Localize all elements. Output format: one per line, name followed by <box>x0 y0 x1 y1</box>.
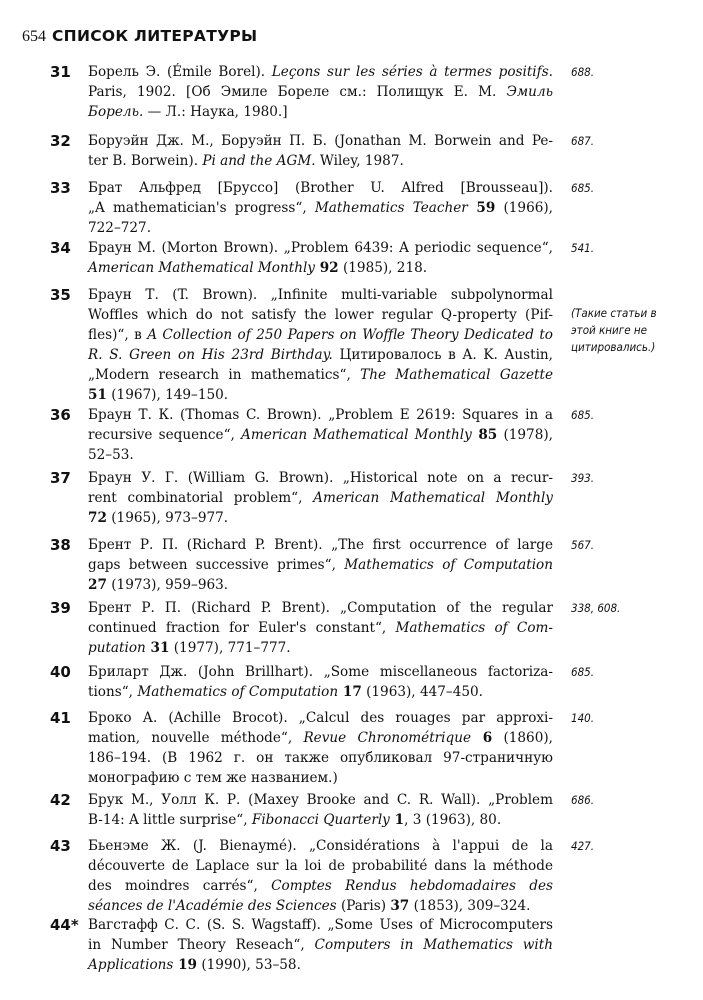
reference-segment: 52–53. <box>88 447 134 463</box>
reference-line <box>88 535 553 555</box>
page-number: 654 <box>22 28 46 45</box>
reference-segment: 27 <box>88 577 107 593</box>
reference-line <box>88 662 553 682</box>
reference-segment: Pi and the AGM. <box>202 153 316 169</box>
reference-segment: Боруэйн Дж. М., Боруэйн П. Б. (Jonathan M. Borwein and Pe- <box>88 133 553 149</box>
reference-text <box>88 285 553 405</box>
reference-segment: Брат Альфред [Бруссо] (Brother U. Alfred [Brousseau]). <box>88 180 553 196</box>
reference-segment: (1967), 149–150. <box>106 387 229 403</box>
reference-segment: Mathematics of Computation <box>344 557 554 573</box>
reference-text <box>88 836 553 916</box>
reference-line <box>88 748 553 768</box>
reference-line <box>88 790 553 810</box>
reference-segment: Бьенэме Ж. (J. Bienaymé). „Considérations à l'appui de la <box>88 838 553 854</box>
reference-segment: mation, nouvelle méthode“, <box>88 730 304 746</box>
reference-line <box>88 131 553 151</box>
reference-line <box>88 82 553 102</box>
reference-line <box>88 682 553 702</box>
reference-line <box>88 285 553 305</box>
reference-segment: „A mathematician's progress“, <box>88 200 315 216</box>
reference-segment: ter B. Borwein). <box>88 153 203 169</box>
reference-segment: Брент Р. П. (Richard P. Brent). „Computation of the regular <box>88 600 553 616</box>
reference-segment: continued fraction for Euler's constant“, <box>88 620 396 636</box>
reference-segment: (Paris) <box>336 898 391 914</box>
reference-segment: The Mathematical Gazette <box>360 367 553 383</box>
cited-pages: 567. <box>571 538 595 552</box>
reference-segment: Браун Т. (T. Brown). „Infinite multi-variable subpolynormal <box>88 287 553 303</box>
reference-segment: Брент Р. П. (Richard P. Brent). „The first occurrence of large <box>88 537 553 553</box>
reference-line <box>88 365 553 385</box>
reference-segment: Comptes Rendus hebdomadaires des <box>271 878 553 894</box>
reference-line <box>88 385 553 405</box>
reference-line <box>88 151 553 171</box>
reference-number: 38 <box>50 536 71 554</box>
reference-number: 32 <box>50 132 71 150</box>
reference-segment: Броко А. (Achille Brocot). „Calcul des rouages par approxi- <box>88 710 553 726</box>
reference-segment: 19 <box>173 957 198 973</box>
reference-segment: Paris, 1902. [Об Эмиле Бореле см.: Полищук Е. М. <box>88 84 507 100</box>
reference-segment: 31 <box>145 640 170 656</box>
reference-line <box>88 555 553 575</box>
reference-number: 43 <box>50 837 71 855</box>
reference-text <box>88 468 553 528</box>
reference-line <box>88 618 553 638</box>
page-header <box>22 26 257 46</box>
reference-segment: Браун М. (Morton Brown). „Problem 6439: A periodic sequence“, <box>88 240 553 256</box>
reference-segment: Wiley, 1987. <box>315 153 404 169</box>
reference-number: 37 <box>50 469 71 487</box>
reference-segment: séances de l'Académie des Sciences <box>88 898 337 914</box>
reference-segment: , 3 (1963), 80. <box>404 812 502 828</box>
reference-segment: B-14: A little surprise“, <box>88 812 252 828</box>
reference-segment: 37 <box>390 898 410 914</box>
reference-line <box>88 708 553 728</box>
reference-line <box>88 810 553 830</box>
cited-pages: 140. <box>571 711 595 725</box>
reference-segment: (1990), 53–58. <box>197 957 301 973</box>
reference-segment: tions“, <box>88 684 138 700</box>
reference-line <box>88 768 553 788</box>
reference-number: 35 <box>50 286 71 304</box>
reference-segment: (1963), 447–450. <box>361 684 483 700</box>
reference-segment: recursive sequence“, <box>88 427 242 443</box>
reference-segment: Revue Chronométrique <box>303 730 472 746</box>
reference-number: 39 <box>50 599 71 617</box>
reference-text <box>88 131 553 171</box>
cited-pages: 427. <box>571 839 595 853</box>
reference-line <box>88 575 553 595</box>
reference-line <box>88 325 553 345</box>
reference-segment: — Л.: Наука, 1980.] <box>143 104 288 120</box>
reference-line <box>88 488 553 508</box>
reference-number: 42 <box>50 791 71 809</box>
reference-segment: Mathematics of Com- <box>395 620 553 636</box>
reference-number: 34 <box>50 239 71 257</box>
reference-text <box>88 535 553 595</box>
page-title: СПИСОК ЛИТЕРАТУРЫ <box>52 27 258 45</box>
reference-segment: Mathematics Teacher <box>314 200 468 216</box>
reference-line <box>88 198 553 218</box>
reference-segment: (1965), 973–977. <box>106 510 229 526</box>
reference-segment: Брук М., Уолл К. Р. (Maxey Brooke and C. R. Wall). „Problem <box>88 792 553 808</box>
reference-line <box>88 638 553 658</box>
reference-segment: (1985), 218. <box>338 260 428 276</box>
reference-text <box>88 790 553 830</box>
reference-segment: Эмиль <box>506 84 553 100</box>
reference-line <box>88 896 553 916</box>
reference-segment: Борель. <box>88 104 144 120</box>
reference-segment: Браун У. Г. (William G. Brown). „Historical note on a recur- <box>88 470 553 486</box>
reference-segment: American Mathematical Monthly <box>313 490 553 506</box>
reference-segment: Цитировалось в A. K. Austin, <box>332 347 553 363</box>
reference-segment: American Mathematical Monthly <box>88 260 315 276</box>
reference-segment: Браун Т. К. (Thomas C. Brown). „Problem E 2619: Squares in a <box>88 407 553 423</box>
reference-segment: 85 <box>471 427 498 443</box>
reference-number: 33 <box>50 179 71 197</box>
cited-pages: 541. <box>571 241 595 255</box>
reference-text <box>88 708 553 788</box>
reference-line <box>88 445 553 465</box>
reference-segment: American Mathematical Monthly <box>241 427 472 443</box>
reference-segment: découverte de Laplace sur la loi de probabilité dans la méthode <box>88 858 553 874</box>
cited-pages: 687. <box>571 134 595 148</box>
reference-number: 40 <box>50 663 71 681</box>
reference-segment: Бриларт Дж. (John Brillhart). „Some miscellaneous factoriza- <box>88 664 553 680</box>
reference-segment: Applications <box>88 957 174 973</box>
reference-line <box>88 345 553 365</box>
reference-line <box>88 178 553 198</box>
reference-segment: fles)“, в <box>88 327 148 343</box>
reference-line <box>88 405 553 425</box>
reference-line <box>88 876 553 896</box>
reference-line <box>88 425 553 445</box>
reference-segment: 51 <box>88 387 107 403</box>
reference-segment: монографию с тем же названием.) <box>88 770 338 786</box>
reference-segment: A Collection of 250 Papers on Woffle Theory Dedicated to <box>147 327 553 343</box>
cited-pages: 688. <box>571 65 595 79</box>
reference-line <box>88 102 553 122</box>
reference-segment: 186–194. (В 1962 г. он также опубликовал 97-страничную <box>88 750 553 766</box>
reference-segment: Woffles which do not satisfy the lower regular Q-property (Pif- <box>88 307 553 323</box>
reference-segment: des moindres carrés“, <box>88 878 272 894</box>
cited-pages: 685. <box>571 181 595 195</box>
reference-line <box>88 62 553 82</box>
reference-segment: (1973), 959–963. <box>106 577 229 593</box>
reference-line <box>88 955 553 975</box>
reference-segment: Борель Э. (Émile Borel). <box>88 64 272 80</box>
reference-line <box>88 836 553 856</box>
reference-segment: 17 <box>338 684 362 700</box>
cited-pages: 338, 608. <box>571 601 621 615</box>
reference-line <box>88 915 553 935</box>
reference-text <box>88 178 553 238</box>
reference-text <box>88 915 553 975</box>
reference-segment: Computers in Mathematics with <box>314 937 553 953</box>
cited-pages: 686. <box>571 793 595 807</box>
reference-segment: 6 <box>471 730 493 746</box>
reference-segment: gaps between successive primes“, <box>88 557 345 573</box>
reference-line <box>88 258 553 278</box>
reference-line <box>88 508 553 528</box>
reference-segment: putation <box>88 640 146 656</box>
reference-segment: R. S. Green on His 23rd Birthday. <box>88 347 333 363</box>
reference-segment: Mathematics of Computation <box>137 684 339 700</box>
reference-line <box>88 468 553 488</box>
reference-segment: rent combinatorial problem“, <box>88 490 314 506</box>
reference-number: 36 <box>50 406 71 424</box>
reference-segment: 1 <box>389 812 405 828</box>
reference-number: 41 <box>50 709 71 727</box>
reference-number: 44* <box>50 916 79 934</box>
reference-line <box>88 856 553 876</box>
reference-segment: 72 <box>88 510 107 526</box>
reference-segment: 59 <box>467 200 496 216</box>
reference-line <box>88 305 553 325</box>
reference-text <box>88 598 553 658</box>
reference-text <box>88 662 553 702</box>
reference-line <box>88 218 553 238</box>
reference-segment: Leçons sur les séries à termes positifs. <box>271 64 553 80</box>
cited-pages: 393. <box>571 471 595 485</box>
cited-pages: 685. <box>571 408 595 422</box>
reference-text <box>88 405 553 465</box>
reference-text <box>88 62 553 122</box>
reference-segment: (1978), <box>497 427 553 443</box>
reference-line <box>88 728 553 748</box>
reference-segment: Вагстафф С. С. (S. S. Wagstaff). „Some Uses of Microcomputers <box>88 917 553 933</box>
reference-segment: 722–727. <box>88 220 152 236</box>
margin-note: (Такие статьи в этой книге не цитировались.) <box>571 306 657 354</box>
reference-line <box>88 238 553 258</box>
cited-pages: 685. <box>571 665 595 679</box>
reference-line <box>88 935 553 955</box>
reference-segment: „Modern research in mathematics“, <box>88 367 361 383</box>
reference-segment: Fibonacci Quarterly <box>251 812 390 828</box>
reference-segment: (1853), 309–324. <box>409 898 531 914</box>
reference-segment: 92 <box>314 260 339 276</box>
reference-text <box>88 238 553 278</box>
reference-segment: in Number Theory Reseach“, <box>88 937 315 953</box>
reference-number: 31 <box>50 63 71 81</box>
reference-segment: (1977), 771–777. <box>169 640 291 656</box>
reference-line <box>88 598 553 618</box>
reference-segment: (1860), <box>492 730 553 746</box>
reference-segment: (1966), <box>495 200 553 216</box>
